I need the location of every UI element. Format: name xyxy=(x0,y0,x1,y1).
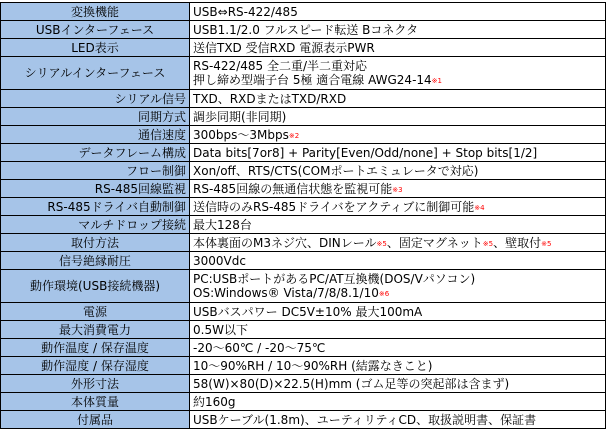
spec-value xyxy=(190,108,606,126)
footnote-mark: ※3 xyxy=(392,185,403,194)
spec-value-text: 0.5W以下 xyxy=(193,322,248,337)
spec-value xyxy=(190,144,606,162)
spec-value-text: Xon/off、RTS/CTS(COMポートエミュレータで対応) xyxy=(193,163,479,178)
spec-value-line xyxy=(193,73,602,87)
spec-value-line xyxy=(193,146,602,160)
spec-value-text: OS:Windows® Vista/7/8/8.1/10 xyxy=(193,286,379,300)
spec-value-text: 押し締め型端子台 5極 適合電線 AWG24-14 xyxy=(193,73,432,87)
spec-value xyxy=(190,180,606,198)
spec-value xyxy=(190,357,606,375)
footnote-mark: ※5 xyxy=(376,239,387,248)
spec-value-line xyxy=(193,182,602,196)
spec-row xyxy=(1,21,606,39)
footnote-mark: ※4 xyxy=(474,203,485,212)
spec-row xyxy=(1,321,606,339)
spec-value-text: 、固定マグネット xyxy=(386,235,483,250)
spec-value-text: PC:USBポートがあるPC/AT互換機(DOS/Vパソコン) xyxy=(193,272,476,286)
spec-value-line xyxy=(193,164,602,178)
footnote-mark: ※5 xyxy=(482,239,494,248)
spec-value xyxy=(190,252,606,270)
spec-row xyxy=(1,393,606,411)
spec-row xyxy=(1,144,606,162)
spec-value-line xyxy=(193,5,602,19)
spec-label: 動作温度 / 保存温度 xyxy=(1,339,190,357)
spec-row xyxy=(1,375,606,393)
spec-label: LED表示 xyxy=(1,39,190,57)
spec-value xyxy=(190,198,606,216)
spec-value-text: 3000Vdc xyxy=(193,253,246,268)
spec-value xyxy=(190,270,606,303)
spec-label: 通信速度 xyxy=(1,126,190,144)
spec-value xyxy=(190,303,606,321)
spec-row xyxy=(1,216,606,234)
spec-row xyxy=(1,180,606,198)
spec-label: 信号絶縁耐圧 xyxy=(1,252,190,270)
spec-value-line xyxy=(193,218,602,232)
spec-label: 最大消費電力 xyxy=(1,321,190,339)
spec-value xyxy=(190,234,606,252)
spec-value-line xyxy=(193,200,602,214)
spec-value-line xyxy=(193,305,602,319)
spec-value-line xyxy=(193,41,602,55)
spec-value xyxy=(190,39,606,57)
spec-value-text: USB1.1/2.0 フルスピード転送 Bコネクタ xyxy=(193,22,419,37)
spec-value-text: USBバスパワー DC5V±10% 最大100mA xyxy=(193,304,423,319)
spec-value-line xyxy=(193,128,602,142)
spec-value-line xyxy=(193,377,602,391)
spec-table-body xyxy=(1,3,606,429)
spec-value xyxy=(190,162,606,180)
spec-value xyxy=(190,339,606,357)
spec-row xyxy=(1,162,606,180)
spec-row xyxy=(1,339,606,357)
spec-row xyxy=(1,39,606,57)
spec-value xyxy=(190,3,606,21)
spec-value-line xyxy=(193,23,602,37)
spec-label: 動作湿度 / 保存湿度 xyxy=(1,357,190,375)
spec-row xyxy=(1,357,606,375)
spec-label: マルチドロップ接続 xyxy=(1,216,190,234)
spec-value-text: 送信TXD 受信RXD 電源表示PWR xyxy=(193,40,375,55)
spec-value-text: 最大128台 xyxy=(193,217,252,232)
spec-label: RS-485回線監視 xyxy=(1,180,190,198)
footnote-mark: ※6 xyxy=(378,290,390,298)
spec-label: 動作環境(USB接続機器) xyxy=(1,270,190,303)
spec-value-text: 300bps〜3Mbps xyxy=(193,127,289,142)
spec-row xyxy=(1,270,606,303)
spec-label: 取付方法 xyxy=(1,234,190,252)
spec-value-line xyxy=(193,341,602,355)
spec-value xyxy=(190,393,606,411)
spec-label: シリアル信号 xyxy=(1,90,190,108)
spec-label: データフレーム構成 xyxy=(1,144,190,162)
spec-value-text: RS-422/485 全二重/半二重対応 xyxy=(193,59,367,73)
spec-row xyxy=(1,303,606,321)
spec-value-line xyxy=(193,395,602,409)
spec-value-line xyxy=(193,413,602,427)
spec-value-text: 58(W)×80(D)×22.5(H)mm (ゴム足等の突起部は含まず) xyxy=(193,376,510,391)
spec-value-text: RS-485回線の無通信状態を監視可能 xyxy=(193,181,393,196)
spec-value-text: USB⇔RS-422/485 xyxy=(193,4,298,19)
spec-value-text: TXD、RXDまたはTXD/RXD xyxy=(193,91,347,106)
spec-row xyxy=(1,126,606,144)
spec-value-text: 10〜90%RH / 10〜90%RH (結露なきこと) xyxy=(193,358,433,373)
footnote-mark: ※1 xyxy=(431,77,442,85)
spec-value-line xyxy=(193,110,602,124)
spec-row xyxy=(1,108,606,126)
spec-value-line xyxy=(193,323,602,337)
spec-row xyxy=(1,234,606,252)
spec-value xyxy=(190,57,606,90)
spec-value-line xyxy=(193,236,602,250)
spec-value xyxy=(190,411,606,429)
spec-label: USBインターフェース xyxy=(1,21,190,39)
spec-row xyxy=(1,57,606,90)
footnote-mark: ※5 xyxy=(541,239,552,248)
spec-value-text: USBケーブル(1.8m)、ユーティリティCD、取扱説明書、保証書 xyxy=(193,412,537,427)
spec-value xyxy=(190,21,606,39)
spec-value-text: 約160g xyxy=(193,394,236,409)
spec-row xyxy=(1,411,606,429)
spec-label: フロー制御 xyxy=(1,162,190,180)
spec-value-text: 本体裏面のM3ネジ穴、DINレール xyxy=(193,235,377,250)
spec-row xyxy=(1,252,606,270)
spec-value-text: Data bits[7or8] + Parity[Even/Odd/none] + Stop bits[1/2] xyxy=(193,145,538,160)
spec-value-text: -20〜60℃ / -20〜75℃ xyxy=(193,340,326,355)
spec-label: 外形寸法 xyxy=(1,375,190,393)
spec-row xyxy=(1,90,606,108)
spec-label: RS-485ドライバ自動制御 xyxy=(1,198,190,216)
spec-label: シリアルインターフェース xyxy=(1,57,190,90)
spec-row xyxy=(1,3,606,21)
spec-value-line xyxy=(193,359,602,373)
spec-value-line xyxy=(193,272,602,286)
footnote-mark: ※2 xyxy=(288,131,300,140)
spec-value xyxy=(190,375,606,393)
spec-value-line xyxy=(193,92,602,106)
spec-value-line xyxy=(193,59,602,73)
spec-label: 本体質量 xyxy=(1,393,190,411)
spec-label: 電源 xyxy=(1,303,190,321)
spec-label: 同期方式 xyxy=(1,108,190,126)
spec-label: 変換機能 xyxy=(1,3,190,21)
spec-value xyxy=(190,126,606,144)
spec-value-text: 送信時のみRS-485ドライバをアクティブに制御可能 xyxy=(193,199,475,214)
spec-value-text: 調歩同期(非同期) xyxy=(193,109,287,124)
spec-row xyxy=(1,198,606,216)
spec-value-line xyxy=(193,286,602,300)
spec-label: 付属品 xyxy=(1,411,190,429)
spec-value xyxy=(190,216,606,234)
spec-value xyxy=(190,321,606,339)
spec-value-text: 、壁取付 xyxy=(493,235,542,250)
spec-table xyxy=(0,2,606,429)
spec-value xyxy=(190,90,606,108)
spec-value-line xyxy=(193,254,602,268)
